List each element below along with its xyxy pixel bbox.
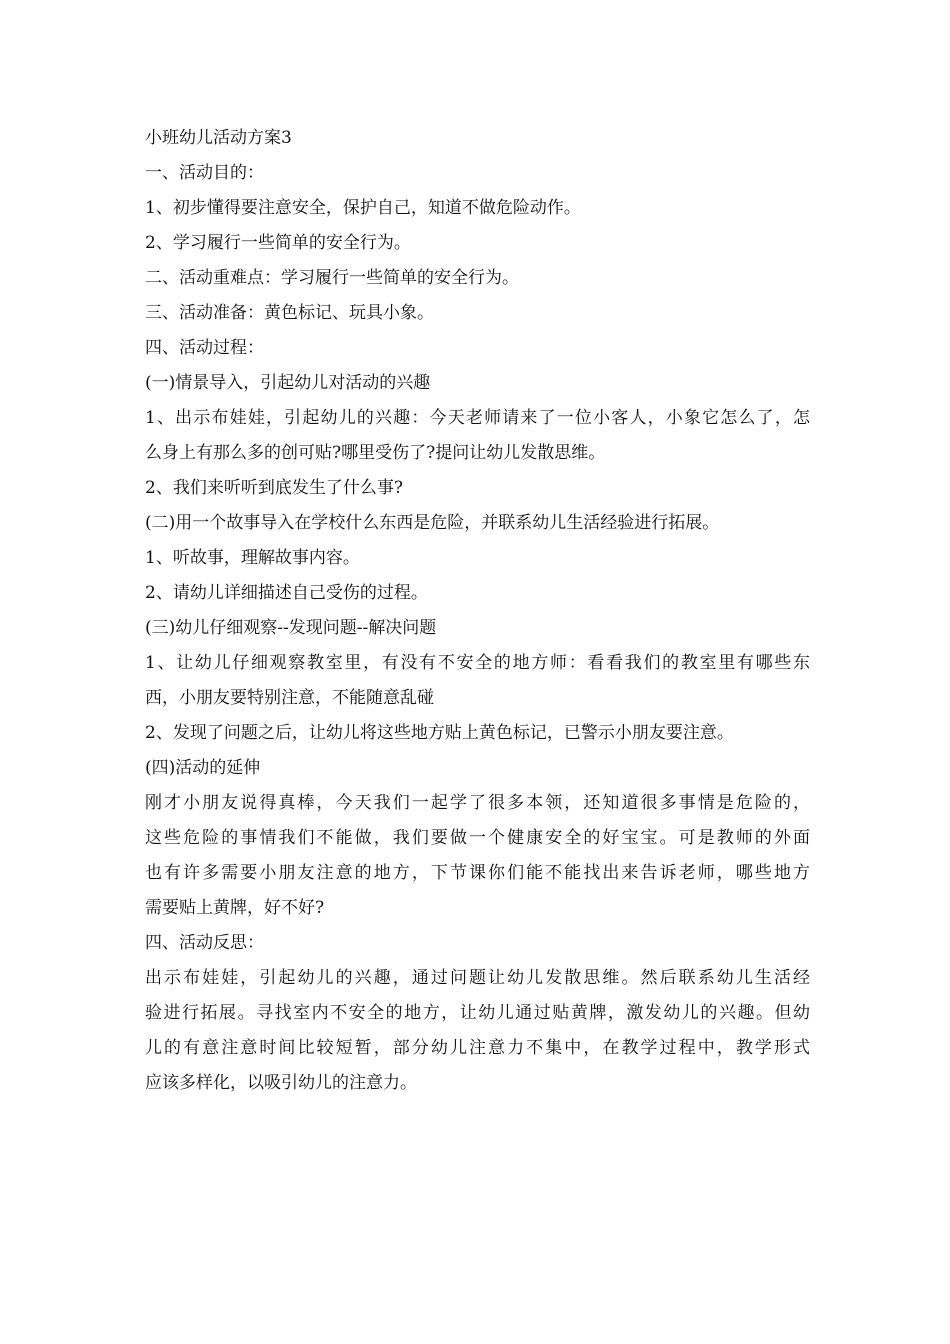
paragraph-line: 2、发现了问题之后，让幼儿将这些地方贴上黄色标记，已警示小朋友要注意。	[145, 723, 734, 743]
paragraph-line: 1、让幼儿仔细观察教室里，有没有不安全的地方师：看看我们的教室里有哪些东	[145, 653, 810, 673]
paragraph-line: 儿的有意注意时间比较短暂，部分幼儿注意力不集中，在教学过程中，教学形式	[145, 1038, 810, 1058]
subsection-heading: (一)情景导入，引起幼儿对活动的兴趣	[145, 373, 431, 393]
document-body	[145, 121, 810, 1101]
paragraph-line: 这些危险的事情我们不能做，我们要做一个健康安全的好宝宝。可是教师的外面	[145, 828, 810, 848]
paragraph-line: 西，小朋友要特别注意，不能随意乱碰	[145, 688, 434, 708]
subsection-heading: (二)用一个故事导入在学校什么东西是危险，并联系幼儿生活经验进行拓展。	[145, 513, 720, 533]
section-heading-preparation: 三、活动准备：黄色标记、玩具小象。	[145, 303, 434, 323]
section-heading-reflection: 四、活动反思：	[145, 933, 264, 953]
paragraph-line: 刚才小朋友说得真棒，今天我们一起学了很多本领，还知道很多事情是危险的，	[145, 793, 810, 813]
subsection-heading: (三)幼儿仔细观察--发现问题--解决问题	[145, 618, 437, 638]
paragraph-line: 出示布娃娃，引起幼儿的兴趣，通过问题让幼儿发散思维。然后联系幼儿生活经	[145, 968, 810, 988]
paragraph-line: 需要贴上黄牌，好不好?	[145, 898, 325, 918]
paragraph-line: 1、出示布娃娃，引起幼儿的兴趣：今天老师请来了一位小客人，小象它怎么了，怎	[145, 408, 810, 428]
paragraph-line: 也有许多需要小朋友注意的地方，下节课你们能不能找出来告诉老师，哪些地方	[145, 863, 810, 883]
section-heading-key-points: 二、活动重难点：学习履行一些简单的安全行为。	[145, 268, 519, 288]
paragraph-line: 么身上有那么多的创可贴?哪里受伤了?提问让幼儿发散思维。	[145, 443, 606, 463]
paragraph-line: 2、我们来听听到底发生了什么事?	[145, 478, 403, 498]
section-heading-goals: 一、活动目的：	[145, 163, 264, 183]
paragraph-line: 2、请幼儿详细描述自己受伤的过程。	[145, 583, 428, 603]
subsection-heading: (四)活动的延伸	[145, 758, 261, 778]
paragraph-line: 验进行拓展。寻找室内不安全的地方，让幼儿通过贴黄牌，激发幼儿的兴趣。但幼	[145, 1003, 810, 1023]
paragraph-line: 应该多样化，以吸引幼儿的注意力。	[145, 1073, 417, 1093]
section-heading-process: 四、活动过程：	[145, 338, 264, 358]
document-title: 小班幼儿活动方案3	[145, 128, 292, 148]
paragraph-line: 1、初步懂得要注意安全，保护自己，知道不做危险动作。	[145, 198, 581, 218]
paragraph-line: 1、听故事，理解故事内容。	[145, 548, 360, 568]
paragraph-line: 2、学习履行一些简单的安全行为。	[145, 233, 411, 253]
